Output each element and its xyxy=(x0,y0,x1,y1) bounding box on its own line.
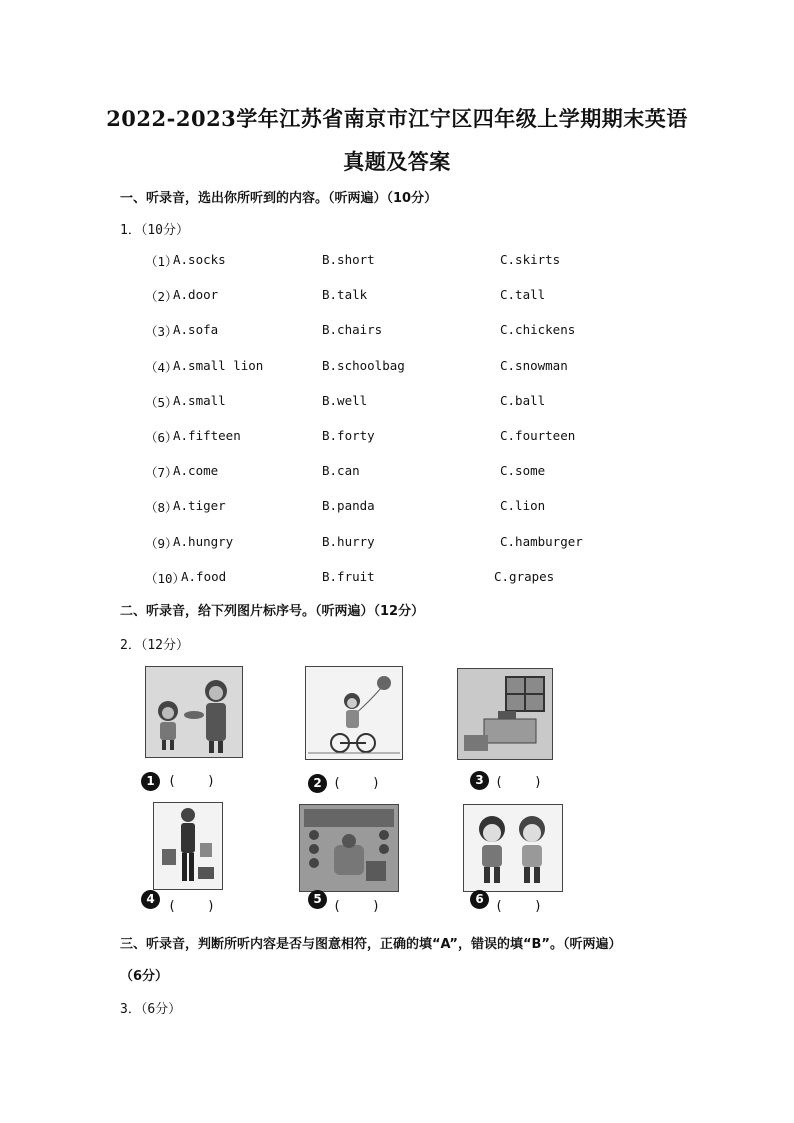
item-6-option-number: （6） xyxy=(145,430,178,445)
item-10-option-number: （10） xyxy=(145,571,186,586)
item-3-option-c[interactable]: C.chickens xyxy=(500,322,576,337)
item-7-option-c[interactable]: C.some xyxy=(500,463,546,478)
question1-label: 1．（10分） xyxy=(120,223,189,238)
picture-6 xyxy=(463,804,563,892)
item-10-option-a[interactable]: A.food xyxy=(181,569,227,584)
item-10-option-c[interactable]: C.grapes xyxy=(494,569,555,584)
item-1-option-b[interactable]: B.short xyxy=(322,252,375,267)
item-9-option-number: （9） xyxy=(145,536,178,551)
section1-heading: 一、听录音，选出你所听到的内容。（听两遍）（10分） xyxy=(120,191,438,206)
item-2-option-number: （2） xyxy=(145,289,178,304)
question2-label: 2．（12分） xyxy=(120,638,189,653)
item-6-option-a[interactable]: A.fifteen xyxy=(173,428,241,443)
item-7-option-number: （7） xyxy=(145,465,178,480)
page-title-line2: 真题及答案 xyxy=(343,149,451,174)
item-8-option-number: （8） xyxy=(145,500,178,515)
item-9-option-b[interactable]: B.hurry xyxy=(322,534,375,549)
item-5-option-a[interactable]: A.small xyxy=(173,393,226,408)
picture-3-number: 3 xyxy=(470,771,489,790)
picture-4-answer-blank[interactable]: ( ) xyxy=(168,899,215,914)
question3-label: 3．（6分） xyxy=(120,1002,182,1017)
picture-3 xyxy=(457,668,553,760)
item-7-option-b[interactable]: B.can xyxy=(322,463,360,478)
item-8-option-c[interactable]: C.lion xyxy=(500,498,546,513)
item-4-option-a[interactable]: A.small lion xyxy=(173,358,264,373)
item-3-option-a[interactable]: A.sofa xyxy=(173,322,219,337)
mother-child-cooking-illustration xyxy=(146,667,242,757)
section3-heading: 三、听录音，判断所听内容是否与图意相符，正确的填“A”，错误的填“B”。（听两遍） xyxy=(120,937,622,952)
item-4-option-c[interactable]: C.snowman xyxy=(500,358,568,373)
man-shopping-bags-illustration xyxy=(154,803,222,889)
item-9-option-a[interactable]: A.hungry xyxy=(173,534,234,549)
picture-5-number: 5 xyxy=(308,890,327,909)
picture-2 xyxy=(305,666,403,760)
item-8-option-b[interactable]: B.panda xyxy=(322,498,375,513)
picture-5-answer-blank[interactable]: ( ) xyxy=(333,899,380,914)
picture-2-number: 2 xyxy=(308,774,327,793)
two-boys-illustration xyxy=(464,805,562,891)
item-4-option-b[interactable]: B.schoolbag xyxy=(322,358,405,373)
item-3-option-b[interactable]: B.chairs xyxy=(322,322,383,337)
item-10-option-b[interactable]: B.fruit xyxy=(322,569,375,584)
picture-2-answer-blank[interactable]: ( ) xyxy=(333,776,380,791)
boy-bicycle-balloon-illustration xyxy=(306,667,402,759)
picture-1-number: 1 xyxy=(141,772,160,791)
item-6-option-c[interactable]: C.fourteen xyxy=(500,428,576,443)
item-1-option-c[interactable]: C.skirts xyxy=(500,252,561,267)
item-6-option-b[interactable]: B.forty xyxy=(322,428,375,443)
market-shelves-illustration xyxy=(300,805,398,891)
picture-6-answer-blank[interactable]: ( ) xyxy=(495,899,542,914)
item-1-option-a[interactable]: A.socks xyxy=(173,252,226,267)
item-1-option-number: （1） xyxy=(145,254,178,269)
item-2-option-a[interactable]: A.door xyxy=(173,287,219,302)
item-2-option-b[interactable]: B.talk xyxy=(322,287,368,302)
picture-4-number: 4 xyxy=(141,890,160,909)
item-8-option-a[interactable]: A.tiger xyxy=(173,498,226,513)
picture-5 xyxy=(299,804,399,892)
section2-heading: 二、听录音，给下列图片标序号。（听两遍）（12分） xyxy=(120,604,425,619)
page-title-line1: 2022-2023学年江苏省南京市江宁区四年级上学期期末英语 xyxy=(106,106,688,131)
picture-1 xyxy=(145,666,243,758)
section3-heading-cont: （6分） xyxy=(120,969,169,984)
item-5-option-b[interactable]: B.well xyxy=(322,393,368,408)
picture-1-answer-blank[interactable]: ( ) xyxy=(168,774,215,789)
item-5-option-c[interactable]: C.ball xyxy=(500,393,546,408)
item-2-option-c[interactable]: C.tall xyxy=(500,287,546,302)
item-9-option-c[interactable]: C.hamburger xyxy=(500,534,583,549)
item-4-option-number: （4） xyxy=(145,360,178,375)
item-3-option-number: （3） xyxy=(145,324,178,339)
picture-4 xyxy=(153,802,223,890)
picture-3-answer-blank[interactable]: ( ) xyxy=(495,775,542,790)
room-window-desk-illustration xyxy=(458,669,552,759)
item-7-option-a[interactable]: A.come xyxy=(173,463,219,478)
picture-6-number: 6 xyxy=(470,890,489,909)
item-5-option-number: （5） xyxy=(145,395,178,410)
